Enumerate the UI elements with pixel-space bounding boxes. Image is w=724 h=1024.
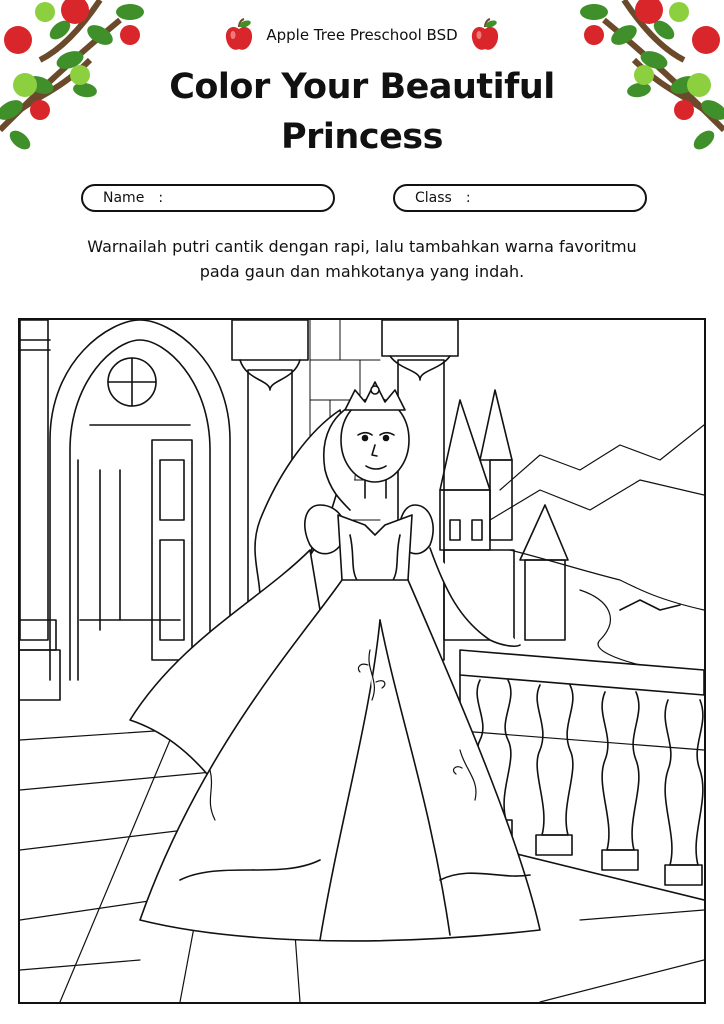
title-line-2: Princess bbox=[281, 117, 443, 157]
mountains bbox=[490, 425, 704, 665]
instructions-line-2: pada gaun dan mahkotanya yang indah. bbox=[199, 262, 525, 281]
name-separator: : bbox=[158, 190, 164, 206]
class-label: Class bbox=[415, 190, 452, 206]
gothic-doorway bbox=[50, 320, 230, 680]
instructions-line-1: Warnailah putri cantik dengan rapi, lalu tambahkan warna favoritmu bbox=[87, 237, 637, 256]
class-field[interactable] bbox=[393, 184, 647, 212]
name-field[interactable] bbox=[81, 184, 335, 212]
instructions bbox=[40, 234, 684, 284]
class-separator: : bbox=[465, 190, 471, 206]
title-line-1: Color Your Beautiful bbox=[169, 67, 555, 107]
coloring-illustration-frame bbox=[18, 318, 706, 1004]
school-name: Apple Tree Preschool BSD bbox=[266, 26, 458, 44]
apple-icon bbox=[224, 18, 254, 52]
name-label: Name bbox=[103, 190, 145, 206]
princess-coloring-illustration bbox=[20, 320, 704, 1002]
page-title bbox=[0, 62, 724, 162]
apple-icon bbox=[470, 18, 500, 52]
left-pillar bbox=[20, 320, 60, 700]
school-header bbox=[0, 18, 724, 52]
